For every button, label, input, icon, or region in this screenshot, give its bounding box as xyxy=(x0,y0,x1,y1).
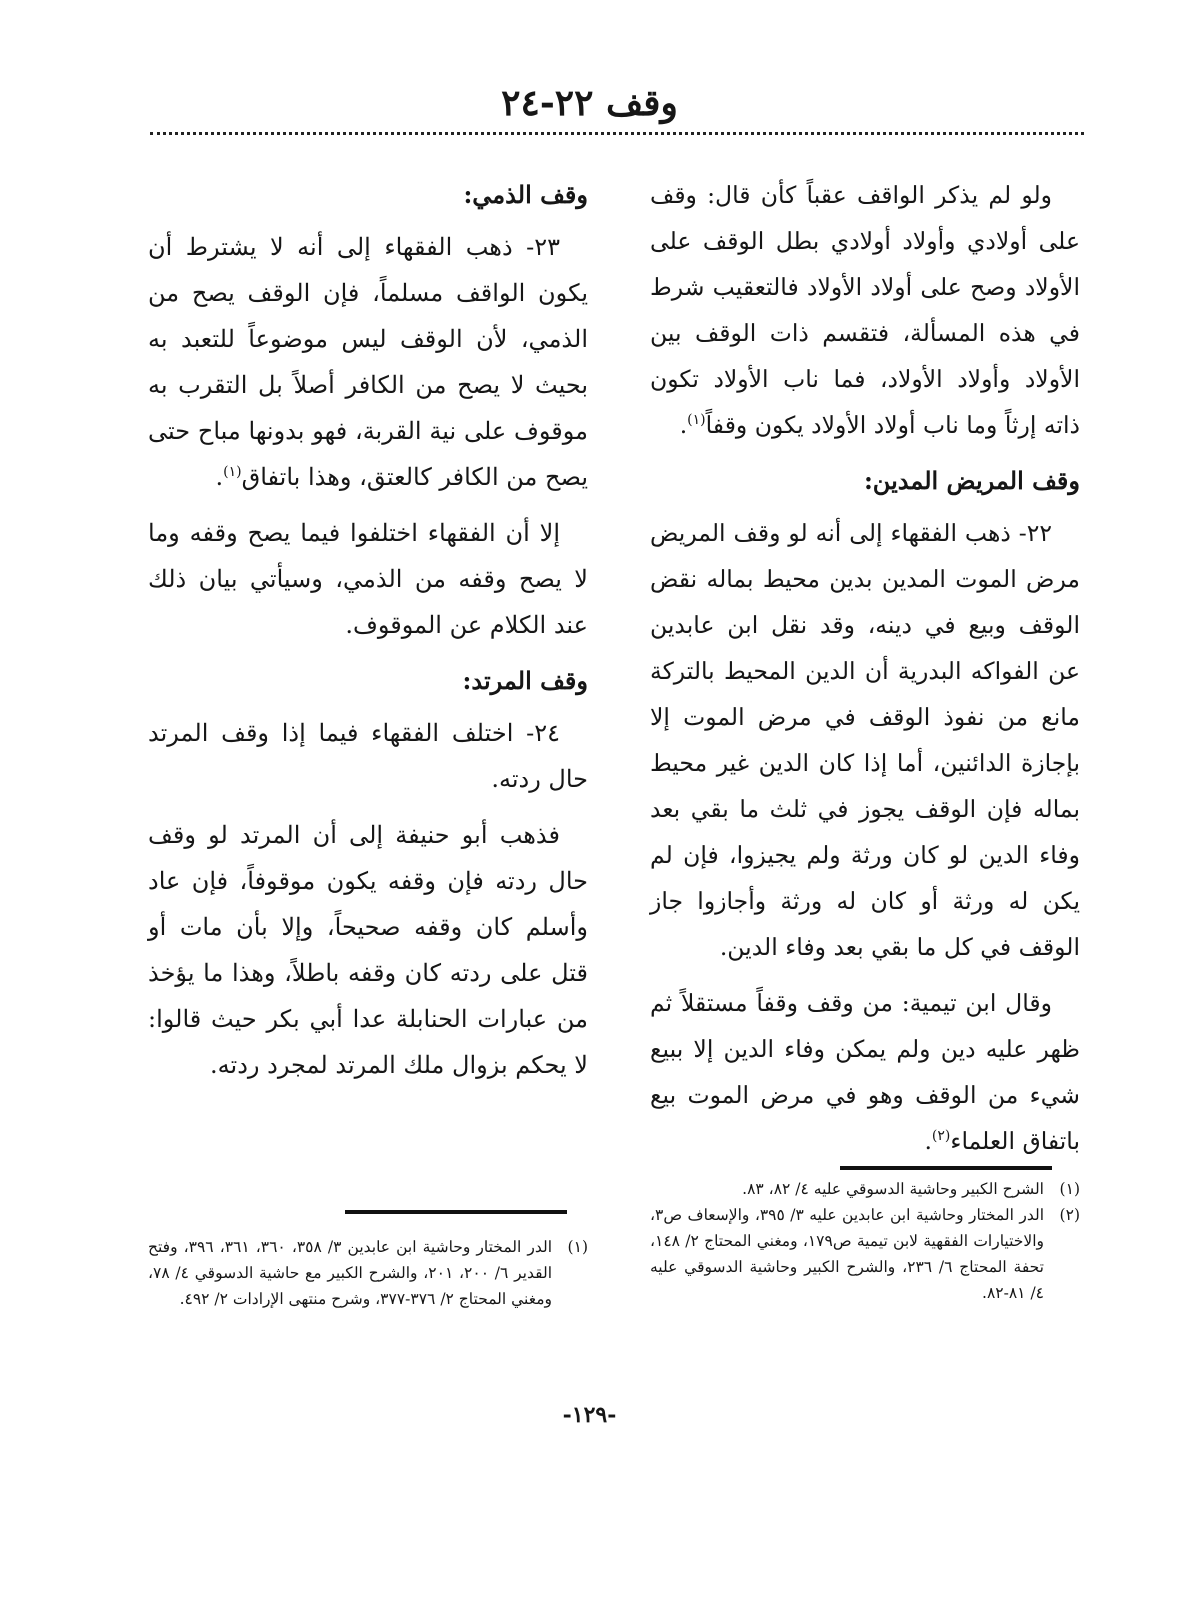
paragraph-abu-hanifa: فذهب أبو حنيفة إلى أن المرتد لو وقف حال ردته فإن وقفه يكون موقوفاً، فإن عاد وأسلم كان وقفه صحيحاً، وإلا بأن مات أو قتل على ردته كان وقفه باطلاً، وهذا ما يؤخذ من عبارات الحنابلة عدا أبي بكر حيث قالوا: لا يحكم بزوال ملك المرتد لمجرد ردته. xyxy=(148,821,588,1079)
footnote-text: الدر المختار وحاشية ابن عابدين عليه ٣/ ٣٩٥، والإسعاف ص٣، والاختيارات الفقهية لابن تيمية ص١٧٩، ومغني المحتاج ٢/ ١٤٨، تحفة المحتاج ٦/ ٢٣٦، والشرح الكبير وحاشية الدسوقي عليه ٤/ ٨١-٨٢. xyxy=(650,1206,1045,1302)
footnote-ref[interactable]: (١) xyxy=(687,412,706,429)
paragraph-23 xyxy=(148,224,588,500)
footnote-text: الشرح الكبير وحاشية الدسوقي عليه ٤/ ٨٢، ٨٣. xyxy=(742,1180,1044,1198)
footnote-rule-right xyxy=(840,1166,1052,1170)
paragraph-text: وقال ابن تيمية: من وقف وقفاً مستقلاً ثم ظهر عليه دين ولم يمكن وفاء الدين إلا ببيع شيء من الوقف وهو في مرض الموت بيع باتفاق العلماء xyxy=(650,989,1080,1155)
footnote-rule-left xyxy=(345,1210,567,1214)
left-column xyxy=(148,172,588,1098)
header-dotted-rule xyxy=(150,132,1084,135)
footnote-number: (٢) xyxy=(1059,1206,1080,1224)
running-header-title: وقف ٢٢-٢٤ xyxy=(501,82,678,124)
footnote-item xyxy=(650,1202,1080,1306)
paragraph-24: ٢٤- اختلف الفقهاء فيما إذا وقف المرتد حال ردته. xyxy=(148,719,588,793)
footnote-item xyxy=(148,1234,588,1312)
paragraph-text: ولو لم يذكر الواقف عقباً كأن قال: وقف على أولادي وأولاد أولادي بطل الوقف على الأولاد وصح على أولاد الأولاد فالتعقيب شرط في هذه المسألة، فتقسم ذات الوقف بين الأولاد وأولاد الأولاد، فما ناب الأولاد تكون ذاته إرثاً وما ناب أولاد الأولاد يكون وقفاً xyxy=(650,181,1080,439)
paragraph-end: . xyxy=(924,1127,932,1155)
footnotes-left xyxy=(148,1234,588,1312)
paragraph-22: ٢٢- ذهب الفقهاء إلى أنه لو وقف المريض مرض الموت المدين بدين محيط بماله نقض الوقف وبيع في دينه، وقد نقل ابن عابدين عن الفواكه البدرية أن الدين المحيط بالتركة مانع من نفوذ الوقف في مرض الموت إلا بإجازة الدائنين، أما إذا كان الدين غير محيط بماله فإن الوقف يجوز في ثلث ما بقي بعد وفاء الدين لو كان ورثة ولم يجيزوا، فإن لم يكن له ورثة أو كان له ورثة وأجازوا جاز الوقف في كل ما بقي بعد وفاء الدين. xyxy=(650,519,1080,961)
footnote-item xyxy=(650,1176,1080,1202)
section-heading-sick-debtor: وقف المريض المدين: xyxy=(863,466,1080,495)
footnotes-right xyxy=(650,1176,1080,1306)
page-number: -١٢٩- xyxy=(562,1402,617,1428)
paragraph-end: . xyxy=(215,463,224,491)
paragraph-text: ٢٣- ذهب الفقهاء إلى أنه لا يشترط أن يكون الواقف مسلماً، فإن الوقف يصح من الذمي، لأن الوقف ليس موضوعاً للتعبد به بحيث لا يصح من الكافر أصلاً بل التقرب به موقوف على نية القربة، فهو بدونها مباح حتى يصح من الكافر كالعتق، وهذا باتفاق xyxy=(148,233,588,491)
paragraph-dhimmi-dispute: إلا أن الفقهاء اختلفوا فيما يصح وقفه وما لا يصح وقفه من الذمي، وسيأتي بيان ذلك عند الكلام عن الموقوف. xyxy=(148,519,588,639)
paragraph-end: . xyxy=(679,411,688,439)
paragraph-ibn-taymiyya xyxy=(650,980,1080,1164)
footnote-text: الدر المختار وحاشية ابن عابدين ٣/ ٣٥٨، ٣٦٠، ٣٦١، ٣٩٦، وفتح القدير ٦/ ٢٠٠، ٢٠١، والشرح الكبير مع حاشية الدسوقي ٤/ ٧٨، ومغني المحتاج ٢/ ٣٧٦-٣٧٧، وشرح منتهى الإرادات ٢/ ٤٩٢. xyxy=(148,1238,553,1308)
footnote-number: (١) xyxy=(1059,1180,1080,1198)
footnote-ref[interactable]: (١) xyxy=(223,464,242,480)
right-column xyxy=(650,172,1080,1174)
footnote-number: (١) xyxy=(567,1238,588,1256)
section-heading-apostate: وقف المرتد: xyxy=(462,666,588,695)
paragraph-aqib-condition xyxy=(650,172,1080,448)
footnote-ref[interactable]: (٢) xyxy=(931,1128,951,1145)
section-heading-dhimmi: وقف الذمي: xyxy=(463,180,588,209)
